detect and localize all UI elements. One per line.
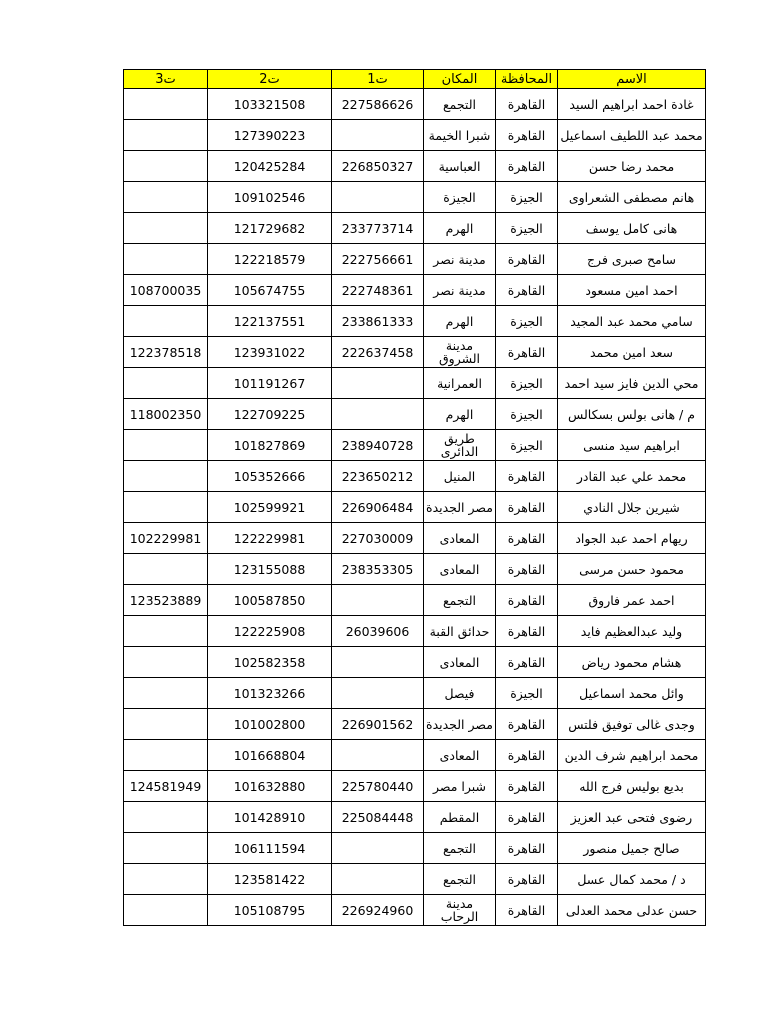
table-row — [124, 864, 706, 895]
cell-place[interactable]: التجمع — [424, 833, 496, 864]
cell-t3[interactable] — [124, 151, 208, 182]
cell-name[interactable]: رضوى فتحى عبد العزيز — [558, 802, 706, 833]
table-row — [124, 771, 706, 802]
table-row — [124, 895, 706, 926]
cell-governorate[interactable]: القاهرة — [496, 337, 558, 368]
table-row — [124, 802, 706, 833]
cell-place[interactable]: مصر الجديدة — [424, 492, 496, 523]
cell-t1[interactable]: 225084448 — [332, 802, 424, 833]
cell-name[interactable]: محمد عبد اللطيف اسماعيل — [558, 120, 706, 151]
cell-t1[interactable] — [332, 120, 424, 151]
cell-t3[interactable] — [124, 89, 208, 120]
cell-place[interactable]: المنيل — [424, 461, 496, 492]
cell-name[interactable]: هانى كامل يوسف — [558, 213, 706, 244]
cell-place[interactable]: المعادى — [424, 647, 496, 678]
cell-governorate[interactable]: الجيزة — [496, 678, 558, 709]
cell-t1[interactable]: 26039606 — [332, 616, 424, 647]
cell-name[interactable]: ريهام احمد عبد الجواد — [558, 523, 706, 554]
cell-name[interactable]: احمد امين مسعود — [558, 275, 706, 306]
cell-t3[interactable] — [124, 678, 208, 709]
cell-t3[interactable]: 118002350 — [124, 399, 208, 430]
cell-t1[interactable] — [332, 678, 424, 709]
cell-t3[interactable]: 122378518 — [124, 337, 208, 368]
cell-t2[interactable]: 109102546 — [208, 182, 332, 213]
cell-place[interactable]: المعادى — [424, 554, 496, 585]
table-row — [124, 709, 706, 740]
cell-place[interactable]: الجيزة — [424, 182, 496, 213]
cell-t2[interactable]: 101191267 — [208, 368, 332, 399]
cell-t2[interactable]: 120425284 — [208, 151, 332, 182]
cell-t1[interactable] — [332, 585, 424, 616]
cell-t1[interactable]: 227586626 — [332, 89, 424, 120]
cell-t3[interactable] — [124, 461, 208, 492]
cell-place[interactable]: حدائق القبة — [424, 616, 496, 647]
cell-t1[interactable]: 225780440 — [332, 771, 424, 802]
cell-governorate[interactable]: القاهرة — [496, 740, 558, 771]
header-t2[interactable]: ت2 — [208, 70, 332, 89]
table-row — [124, 399, 706, 430]
table-row — [124, 492, 706, 523]
cell-t2[interactable]: 122709225 — [208, 399, 332, 430]
table-row — [124, 368, 706, 399]
cell-t1[interactable]: 226906484 — [332, 492, 424, 523]
cell-governorate[interactable]: القاهرة — [496, 864, 558, 895]
cell-name[interactable]: م / هانى بولس بسكالس — [558, 399, 706, 430]
contacts-table — [123, 69, 706, 926]
cell-governorate[interactable]: الجيزة — [496, 213, 558, 244]
cell-t1[interactable] — [332, 647, 424, 678]
cell-place[interactable]: شبرا مصر — [424, 771, 496, 802]
cell-t3[interactable] — [124, 616, 208, 647]
cell-t1[interactable]: 222637458 — [332, 337, 424, 368]
cell-place[interactable]: المقطم — [424, 802, 496, 833]
cell-t3[interactable] — [124, 306, 208, 337]
cell-name[interactable]: سعد امين محمد — [558, 337, 706, 368]
cell-name[interactable]: صالح جميل منصور — [558, 833, 706, 864]
cell-place[interactable]: التجمع — [424, 864, 496, 895]
cell-t1[interactable] — [332, 833, 424, 864]
cell-governorate[interactable]: القاهرة — [496, 120, 558, 151]
cell-t2[interactable]: 101668804 — [208, 740, 332, 771]
cell-t3[interactable] — [124, 864, 208, 895]
header-governorate[interactable]: المحافظة — [496, 70, 558, 89]
cell-name[interactable]: وليد عبدالعظيم فايد — [558, 616, 706, 647]
header-place[interactable]: المكان — [424, 70, 496, 89]
cell-place[interactable]: الهرم — [424, 306, 496, 337]
cell-governorate[interactable]: القاهرة — [496, 461, 558, 492]
cell-governorate[interactable]: القاهرة — [496, 492, 558, 523]
cell-place[interactable]: المعادى — [424, 740, 496, 771]
cell-place[interactable]: مصر الجديدة — [424, 709, 496, 740]
cell-t1[interactable] — [332, 864, 424, 895]
cell-governorate[interactable]: القاهرة — [496, 771, 558, 802]
header-name[interactable]: الاسم — [558, 70, 706, 89]
cell-t2[interactable]: 121729682 — [208, 213, 332, 244]
cell-governorate[interactable]: القاهرة — [496, 647, 558, 678]
cell-t1[interactable]: 233861333 — [332, 306, 424, 337]
table-row — [124, 740, 706, 771]
cell-governorate[interactable]: القاهرة — [496, 895, 558, 926]
cell-name[interactable]: هانم مصطفى الشعراوى — [558, 182, 706, 213]
cell-t2[interactable]: 100587850 — [208, 585, 332, 616]
header-row — [124, 70, 706, 89]
cell-t1[interactable]: 233773714 — [332, 213, 424, 244]
cell-t2[interactable]: 101632880 — [208, 771, 332, 802]
cell-governorate[interactable]: الجيزة — [496, 306, 558, 337]
cell-place[interactable]: طريق الدائرى — [424, 430, 496, 461]
cell-place[interactable]: مدينة الشروق — [424, 337, 496, 368]
cell-governorate[interactable]: القاهرة — [496, 89, 558, 120]
cell-name[interactable]: محي الدين فايز سيد احمد — [558, 368, 706, 399]
cell-t3[interactable] — [124, 368, 208, 399]
cell-name[interactable]: ابراهيم سيد منسى — [558, 430, 706, 461]
cell-name[interactable]: سامي محمد عبد المجيد — [558, 306, 706, 337]
cell-governorate[interactable]: القاهرة — [496, 275, 558, 306]
cell-t1[interactable] — [332, 368, 424, 399]
cell-t3[interactable] — [124, 895, 208, 926]
cell-name[interactable]: وجدى غالى توفيق فلتس — [558, 709, 706, 740]
table-row — [124, 337, 706, 368]
cell-t1[interactable]: 223650212 — [332, 461, 424, 492]
table-row — [124, 461, 706, 492]
table-row — [124, 430, 706, 461]
table-row — [124, 89, 706, 120]
cell-t3[interactable] — [124, 709, 208, 740]
cell-t1[interactable]: 227030009 — [332, 523, 424, 554]
table-row — [124, 833, 706, 864]
cell-governorate[interactable]: القاهرة — [496, 833, 558, 864]
header-t3[interactable]: ت3 — [124, 70, 208, 89]
cell-t3[interactable]: 123523889 — [124, 585, 208, 616]
cell-t2[interactable]: 122137551 — [208, 306, 332, 337]
cell-name[interactable]: محمد علي عبد القادر — [558, 461, 706, 492]
cell-t3[interactable]: 108700035 — [124, 275, 208, 306]
cell-t1[interactable]: 222748361 — [332, 275, 424, 306]
cell-t3[interactable] — [124, 120, 208, 151]
cell-t1[interactable] — [332, 182, 424, 213]
table-row — [124, 275, 706, 306]
cell-name[interactable]: شيرين جلال النادي — [558, 492, 706, 523]
header-t1[interactable]: ت1 — [332, 70, 424, 89]
cell-place[interactable]: شبرا الخيمة — [424, 120, 496, 151]
cell-governorate[interactable]: القاهرة — [496, 151, 558, 182]
table-row — [124, 244, 706, 275]
cell-t3[interactable] — [124, 492, 208, 523]
cell-t1[interactable]: 222756661 — [332, 244, 424, 275]
cell-t3[interactable] — [124, 647, 208, 678]
cell-governorate[interactable]: القاهرة — [496, 616, 558, 647]
cell-place[interactable]: مدينة نصر — [424, 275, 496, 306]
cell-t2[interactable]: 123581422 — [208, 864, 332, 895]
cell-t3[interactable] — [124, 213, 208, 244]
cell-t1[interactable]: 226901562 — [332, 709, 424, 740]
cell-name[interactable]: هشام محمود رياض — [558, 647, 706, 678]
table-row — [124, 213, 706, 244]
cell-name[interactable]: محمود حسن مرسى — [558, 554, 706, 585]
cell-name[interactable]: د / محمد كمال عسل — [558, 864, 706, 895]
table-row — [124, 554, 706, 585]
cell-governorate[interactable]: الجيزة — [496, 399, 558, 430]
table-row — [124, 616, 706, 647]
cell-t2[interactable]: 101827869 — [208, 430, 332, 461]
cell-place[interactable]: فيصل — [424, 678, 496, 709]
cell-t2[interactable]: 102599921 — [208, 492, 332, 523]
table-row — [124, 306, 706, 337]
cell-t3[interactable] — [124, 554, 208, 585]
cell-governorate[interactable]: الجيزة — [496, 182, 558, 213]
cell-t3[interactable]: 124581949 — [124, 771, 208, 802]
cell-t1[interactable]: 238353305 — [332, 554, 424, 585]
table-row — [124, 120, 706, 151]
cell-governorate[interactable]: القاهرة — [496, 802, 558, 833]
cell-t2[interactable]: 105108795 — [208, 895, 332, 926]
cell-place[interactable]: الهرم — [424, 213, 496, 244]
cell-place[interactable]: العباسية — [424, 151, 496, 182]
cell-place[interactable]: التجمع — [424, 585, 496, 616]
cell-t3[interactable] — [124, 833, 208, 864]
cell-governorate[interactable]: الجيزة — [496, 430, 558, 461]
cell-name[interactable]: وائل محمد اسماعيل — [558, 678, 706, 709]
cell-t3[interactable] — [124, 244, 208, 275]
cell-t2[interactable]: 105352666 — [208, 461, 332, 492]
cell-name[interactable]: بديع بوليس فرج الله — [558, 771, 706, 802]
table-row — [124, 585, 706, 616]
cell-place[interactable]: الهرم — [424, 399, 496, 430]
cell-t2[interactable]: 105674755 — [208, 275, 332, 306]
cell-place[interactable]: التجمع — [424, 89, 496, 120]
cell-t2[interactable]: 123155088 — [208, 554, 332, 585]
cell-t1[interactable] — [332, 399, 424, 430]
cell-name[interactable]: حسن عدلى محمد العدلى — [558, 895, 706, 926]
cell-t2[interactable]: 122218579 — [208, 244, 332, 275]
cell-t1[interactable]: 226850327 — [332, 151, 424, 182]
cell-t2[interactable]: 106111594 — [208, 833, 332, 864]
cell-governorate[interactable]: القاهرة — [496, 244, 558, 275]
cell-t2[interactable]: 101323266 — [208, 678, 332, 709]
cell-t2[interactable]: 123931022 — [208, 337, 332, 368]
cell-t2[interactable]: 101428910 — [208, 802, 332, 833]
cell-t2[interactable]: 127390223 — [208, 120, 332, 151]
cell-t3[interactable] — [124, 430, 208, 461]
cell-t2[interactable]: 103321508 — [208, 89, 332, 120]
cell-t3[interactable] — [124, 802, 208, 833]
cell-name[interactable]: محمد ابراهيم شرف الدين — [558, 740, 706, 771]
cell-place[interactable]: العمرانية — [424, 368, 496, 399]
cell-t3[interactable] — [124, 182, 208, 213]
cell-governorate[interactable]: القاهرة — [496, 554, 558, 585]
cell-t3[interactable]: 102229981 — [124, 523, 208, 554]
table-row — [124, 647, 706, 678]
cell-place[interactable]: مدينة الرحاب — [424, 895, 496, 926]
cell-t3[interactable] — [124, 740, 208, 771]
cell-name[interactable]: سامح صبرى فرج — [558, 244, 706, 275]
cell-place[interactable]: المعادى — [424, 523, 496, 554]
cell-governorate[interactable]: القاهرة — [496, 585, 558, 616]
cell-t2[interactable]: 122225908 — [208, 616, 332, 647]
cell-governorate[interactable]: الجيزة — [496, 368, 558, 399]
cell-place[interactable]: مدينة نصر — [424, 244, 496, 275]
cell-t1[interactable] — [332, 740, 424, 771]
cell-t1[interactable]: 238940728 — [332, 430, 424, 461]
cell-name[interactable]: احمد عمر فاروق — [558, 585, 706, 616]
cell-t2[interactable]: 102582358 — [208, 647, 332, 678]
cell-governorate[interactable]: القاهرة — [496, 523, 558, 554]
cell-t2[interactable]: 101002800 — [208, 709, 332, 740]
table-row — [124, 151, 706, 182]
cell-name[interactable]: غادة احمد ابراهيم السيد — [558, 89, 706, 120]
cell-t1[interactable]: 226924960 — [332, 895, 424, 926]
table-row — [124, 523, 706, 554]
cell-name[interactable]: محمد رضا حسن — [558, 151, 706, 182]
cell-t2[interactable]: 122229981 — [208, 523, 332, 554]
table-row — [124, 678, 706, 709]
table-row — [124, 182, 706, 213]
cell-governorate[interactable]: القاهرة — [496, 709, 558, 740]
